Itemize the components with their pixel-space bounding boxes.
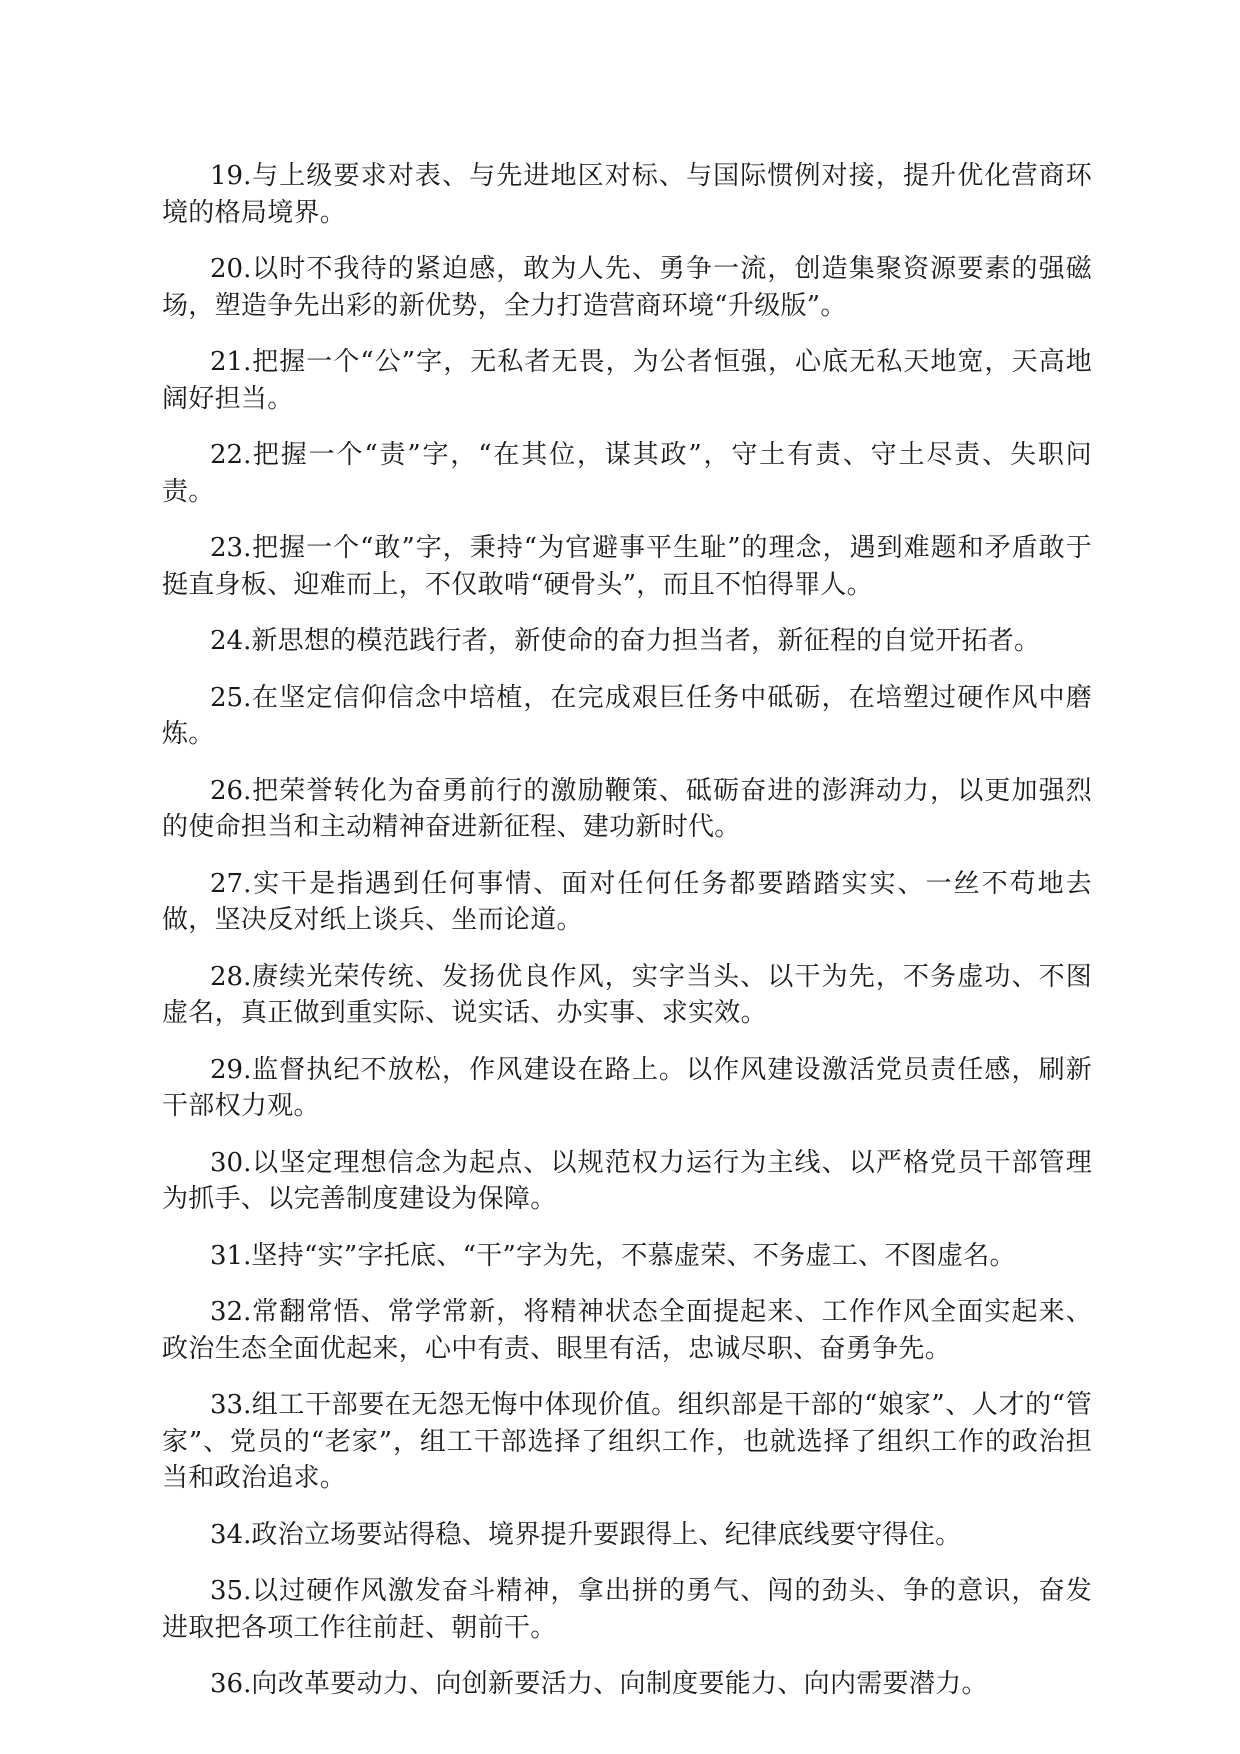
item-number: 34. [210, 1519, 252, 1550]
item-text: 把握一个“责”字，“在其位，谋其政”，守土有责、守土尽责、失职问责。 [162, 440, 1092, 507]
list-item [162, 1666, 1092, 1703]
list-item [162, 623, 1092, 660]
item-text: 新思想的模范践行者，新使命的奋力担当者，新征程的自觉开拓者。 [251, 626, 1041, 656]
item-number: 20. [210, 254, 252, 284]
list-item [162, 959, 1092, 1032]
item-number: 23. [210, 533, 252, 563]
item-number: 35. [210, 1576, 252, 1606]
list-item [162, 158, 1092, 231]
list-item [162, 251, 1092, 324]
list-item [162, 1145, 1092, 1218]
item-number: 24. [210, 626, 252, 656]
item-number: 25. [210, 682, 252, 713]
item-text: 实干是指遇到任何事情、面对任何任务都要踏踏实实、一丝不苟地去做，坚决反对纸上谈兵、坐而论道。 [162, 868, 1092, 935]
item-number: 21. [210, 347, 252, 377]
item-text: 政治立场要站得稳、境界提升要跟得上、纪律底线要守得住。 [251, 1519, 962, 1550]
item-number: 27. [210, 868, 252, 899]
list-item [162, 773, 1092, 846]
list-item [162, 680, 1092, 753]
item-number: 28. [210, 961, 252, 992]
list-item [162, 1294, 1092, 1367]
item-text: 坚持“实”字托底、“干”字为先，不慕虚荣、不务虚工、不图虚名。 [251, 1240, 1016, 1271]
item-text: 以坚定理想信念为起点、以规范权力运行为主线、以严格党员干部管理为抓手、以完善制度建设为保障。 [162, 1147, 1092, 1214]
item-text: 向改革要动力、向创新要活力、向制度要能力、向内需要潜力。 [251, 1669, 988, 1699]
item-number: 32. [210, 1297, 252, 1327]
document-page [162, 158, 1092, 1723]
item-text: 组工干部要在无怨无悔中体现价值。组织部是干部的“娘家”、人才的“管家”、党员的“老家”，组工干部选择了组织工作，也就选择了组织工作的政治担当和政治追求。 [162, 1390, 1092, 1493]
item-number: 22. [210, 440, 252, 470]
list-item [162, 1517, 1092, 1554]
item-text: 把握一个“公”字，无私者无畏，为公者恒强，心底无私天地宽，天高地阔好担当。 [162, 347, 1092, 414]
list-item [162, 530, 1092, 603]
list-item [162, 1387, 1092, 1497]
list-item [162, 1052, 1092, 1125]
item-number: 19. [210, 161, 252, 191]
item-number: 26. [210, 775, 252, 806]
item-number: 33. [210, 1390, 252, 1420]
list-item [162, 437, 1092, 510]
item-number: 29. [210, 1054, 252, 1085]
item-text: 以过硬作风激发奋斗精神，拿出拼的勇气、闯的劲头、争的意识，奋发进取把各项工作往前赶、朝前干。 [162, 1576, 1092, 1643]
item-text: 把荣誉转化为奋勇前行的激励鞭策、砥砺奋进的澎湃动力，以更加强烈的使命担当和主动精神奋进新征程、建功新时代。 [162, 775, 1092, 842]
item-text: 常翻常悟、常学常新，将精神状态全面提起来、工作作风全面实起来、政治生态全面优起来，心中有责、眼里有活，忠诚尽职、奋勇争先。 [162, 1297, 1092, 1364]
item-text: 把握一个“敢”字，秉持“为官避事平生耻”的理念，遇到难题和矛盾敢于挺直身板、迎难而上，不仅敢啃“硬骨头”，而且不怕得罪人。 [162, 533, 1092, 600]
item-number: 36. [210, 1669, 252, 1699]
list-item [162, 866, 1092, 939]
item-text: 以时不我待的紧迫感，敢为人先、勇争一流，创造集聚资源要素的强磁场，塑造争先出彩的新优势，全力打造营商环境“升级版”。 [162, 254, 1092, 321]
item-text: 监督执纪不放松，作风建设在路上。以作风建设激活党员责任感，刷新干部权力观。 [162, 1054, 1092, 1121]
item-text: 赓续光荣传统、发扬优良作风，实字当头、以干为先，不务虚功、不图虚名，真正做到重实际、说实话、办实事、求实效。 [162, 961, 1092, 1028]
item-text: 与上级要求对表、与先进地区对标、与国际惯例对接，提升优化营商环境的格局境界。 [162, 161, 1092, 228]
item-number: 30. [210, 1147, 252, 1178]
list-item [162, 1238, 1092, 1275]
list-item [162, 1573, 1092, 1646]
item-number: 31. [210, 1240, 252, 1271]
list-item [162, 344, 1092, 417]
item-text: 在坚定信仰信念中培植，在完成艰巨任务中砥砺，在培塑过硬作风中磨炼。 [162, 682, 1092, 749]
